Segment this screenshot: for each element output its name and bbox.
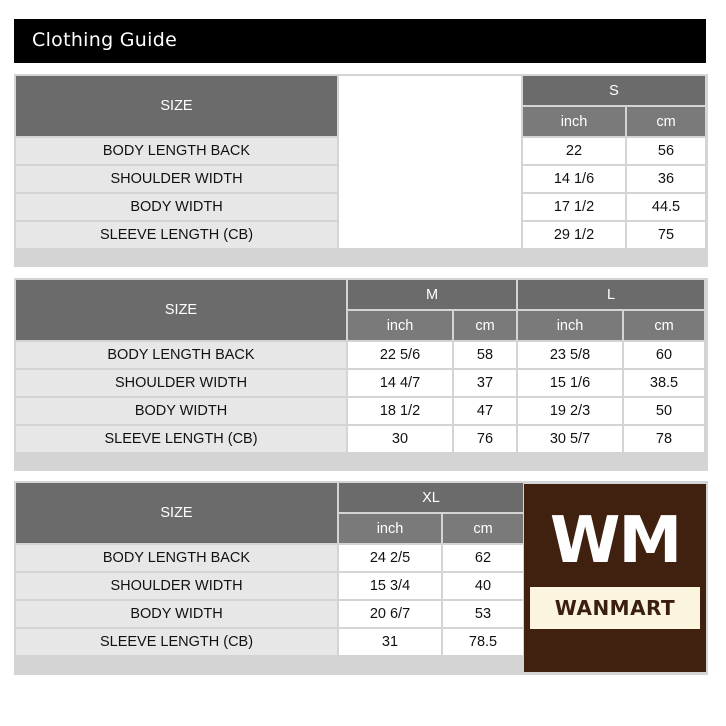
xl-sleeve-inch: 31	[338, 628, 442, 656]
size-table-s	[14, 74, 708, 267]
l-body-width-cm: 50	[623, 397, 705, 425]
row-label-body-length: BODY LENGTH BACK	[15, 137, 338, 165]
cm-header: cm	[442, 513, 524, 544]
m-shoulder-cm: 37	[453, 369, 517, 397]
l-shoulder-cm: 38.5	[623, 369, 705, 397]
logo-name: WANMART	[554, 596, 676, 620]
logo-band	[530, 587, 700, 629]
xl-shoulder-inch: 15 3/4	[338, 572, 442, 600]
inch-header: inch	[347, 310, 453, 341]
row-label-body-width: BODY WIDTH	[15, 397, 347, 425]
l-shoulder-inch: 15 1/6	[517, 369, 623, 397]
size-s-header: S	[522, 75, 706, 106]
l-sleeve-inch: 30 5/7	[517, 425, 623, 453]
xl-body-width-inch: 20 6/7	[338, 600, 442, 628]
size-header: SIZE	[15, 279, 347, 341]
s-body-width-cm: 44.5	[626, 193, 706, 221]
m-body-width-cm: 47	[453, 397, 517, 425]
l-body-length-inch: 23 5/8	[517, 341, 623, 369]
row-label-sleeve-length: SLEEVE LENGTH (CB)	[15, 221, 338, 249]
size-m-header: M	[347, 279, 517, 310]
row-label-body-length: BODY LENGTH BACK	[15, 544, 338, 572]
l-sleeve-cm: 78	[623, 425, 705, 453]
logo-mark: WM	[549, 504, 681, 578]
inch-header: inch	[338, 513, 442, 544]
m-sleeve-inch: 30	[347, 425, 453, 453]
size-header: SIZE	[15, 75, 338, 137]
xl-body-length-cm: 62	[442, 544, 524, 572]
wanmart-logo	[524, 484, 706, 672]
xl-body-length-inch: 24 2/5	[338, 544, 442, 572]
table-m-l	[14, 278, 706, 454]
page-title: Clothing Guide	[32, 29, 178, 51]
cm-header: cm	[453, 310, 517, 341]
m-body-width-inch: 18 1/2	[347, 397, 453, 425]
s-body-length-cm: 56	[626, 137, 706, 165]
s-shoulder-inch: 14 1/6	[522, 165, 626, 193]
inch-header: inch	[522, 106, 626, 137]
cm-header: cm	[626, 106, 706, 137]
m-sleeve-cm: 76	[453, 425, 517, 453]
row-label-shoulder-width: SHOULDER WIDTH	[15, 165, 338, 193]
row-label-body-width: BODY WIDTH	[15, 193, 338, 221]
blank-panel	[338, 75, 522, 249]
size-table-m-l	[14, 278, 708, 471]
inch-header: inch	[517, 310, 623, 341]
table-s	[14, 74, 707, 250]
row-label-sleeve-length: SLEEVE LENGTH (CB)	[15, 628, 338, 656]
s-sleeve-cm: 75	[626, 221, 706, 249]
cm-header: cm	[623, 310, 705, 341]
title-bar	[14, 19, 706, 63]
row-label-shoulder-width: SHOULDER WIDTH	[15, 369, 347, 397]
xl-shoulder-cm: 40	[442, 572, 524, 600]
size-header: SIZE	[15, 482, 338, 544]
row-label-body-length: BODY LENGTH BACK	[15, 341, 347, 369]
m-body-length-inch: 22 5/6	[347, 341, 453, 369]
xl-body-width-cm: 53	[442, 600, 524, 628]
row-label-sleeve-length: SLEEVE LENGTH (CB)	[15, 425, 347, 453]
l-body-width-inch: 19 2/3	[517, 397, 623, 425]
s-sleeve-inch: 29 1/2	[522, 221, 626, 249]
table-xl	[14, 481, 525, 657]
m-shoulder-inch: 14 4/7	[347, 369, 453, 397]
row-label-shoulder-width: SHOULDER WIDTH	[15, 572, 338, 600]
s-shoulder-cm: 36	[626, 165, 706, 193]
size-xl-header: XL	[338, 482, 524, 513]
m-body-length-cm: 58	[453, 341, 517, 369]
size-l-header: L	[517, 279, 705, 310]
row-label-body-width: BODY WIDTH	[15, 600, 338, 628]
xl-sleeve-cm: 78.5	[442, 628, 524, 656]
s-body-length-inch: 22	[522, 137, 626, 165]
s-body-width-inch: 17 1/2	[522, 193, 626, 221]
l-body-length-cm: 60	[623, 341, 705, 369]
